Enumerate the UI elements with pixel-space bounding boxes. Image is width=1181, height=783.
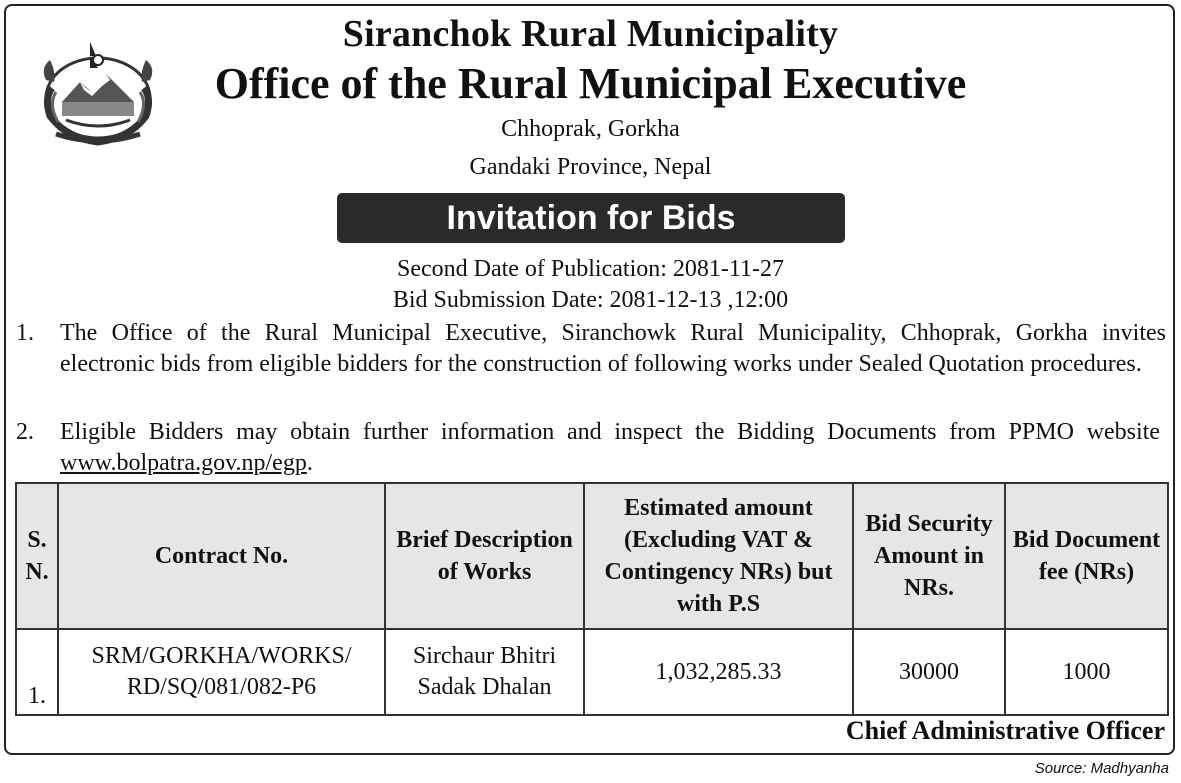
- header-description: Brief Description of Works: [385, 483, 584, 629]
- bids-table: [15, 482, 1169, 716]
- cell-sn: 1.: [16, 629, 58, 715]
- cell-estimated-amount: 1,032,285.33: [584, 629, 853, 715]
- municipality-name: Siranchok Rural Municipality: [342, 13, 839, 55]
- table-row: [16, 629, 1168, 715]
- cell-bid-security: 30000: [853, 629, 1005, 715]
- header-bid-security: Bid Security Amount in NRs.: [853, 483, 1005, 629]
- paragraph-text: The Office of the Rural Municipal Executive, Siranchowk Rural Municipality, Chhoprak, Gorkha invites electronic bids from eligible bidders for the construction of following works under Sealed Quotation procedures.: [60, 320, 1166, 377]
- notice-title: Invitation for Bids: [337, 193, 845, 243]
- paragraph-end: .: [306, 450, 313, 476]
- header-contract-no: Contract No.: [58, 483, 385, 629]
- paragraph-1: [16, 318, 1166, 380]
- header-sn: S. N.: [16, 483, 58, 629]
- header-estimated-amount: Estimated amount (Excluding VAT & Contingency NRs) but with P.S: [584, 483, 853, 629]
- paragraph-text: Eligible Bidders may obtain further information and inspect the Bidding Documents from PPMO website: [60, 419, 1160, 445]
- signatory-title: Chief Administrative Officer: [845, 716, 1165, 745]
- paragraph-2: [16, 417, 1166, 479]
- publication-date: Second Date of Publication: 2081-11-27: [396, 256, 785, 282]
- office-name: Office of the Rural Municipal Executive: [214, 59, 967, 108]
- paragraph-number: 1.: [16, 320, 34, 346]
- source-credit: Source: Madhyanha: [1034, 760, 1169, 777]
- cell-document-fee: 1000: [1005, 629, 1168, 715]
- address-line-2: Gandaki Province, Nepal: [469, 154, 712, 180]
- paragraph-number: 2.: [16, 419, 34, 445]
- bolpatra-link[interactable]: www.bolpatra.gov.np/egp: [60, 450, 307, 476]
- cell-contract-no: SRM/GORKHA/WORKS/ RD/SQ/081/082-P6: [58, 629, 385, 715]
- cell-description: Sirchaur Bhitri Sadak Dhalan: [385, 629, 584, 715]
- header-document-fee: Bid Document fee (NRs): [1005, 483, 1168, 629]
- table-header-row: [16, 483, 1168, 629]
- address-line-1: Chhoprak, Gorkha: [501, 116, 680, 142]
- submission-date: Bid Submission Date: 2081-12-13 ,12:00: [392, 287, 789, 313]
